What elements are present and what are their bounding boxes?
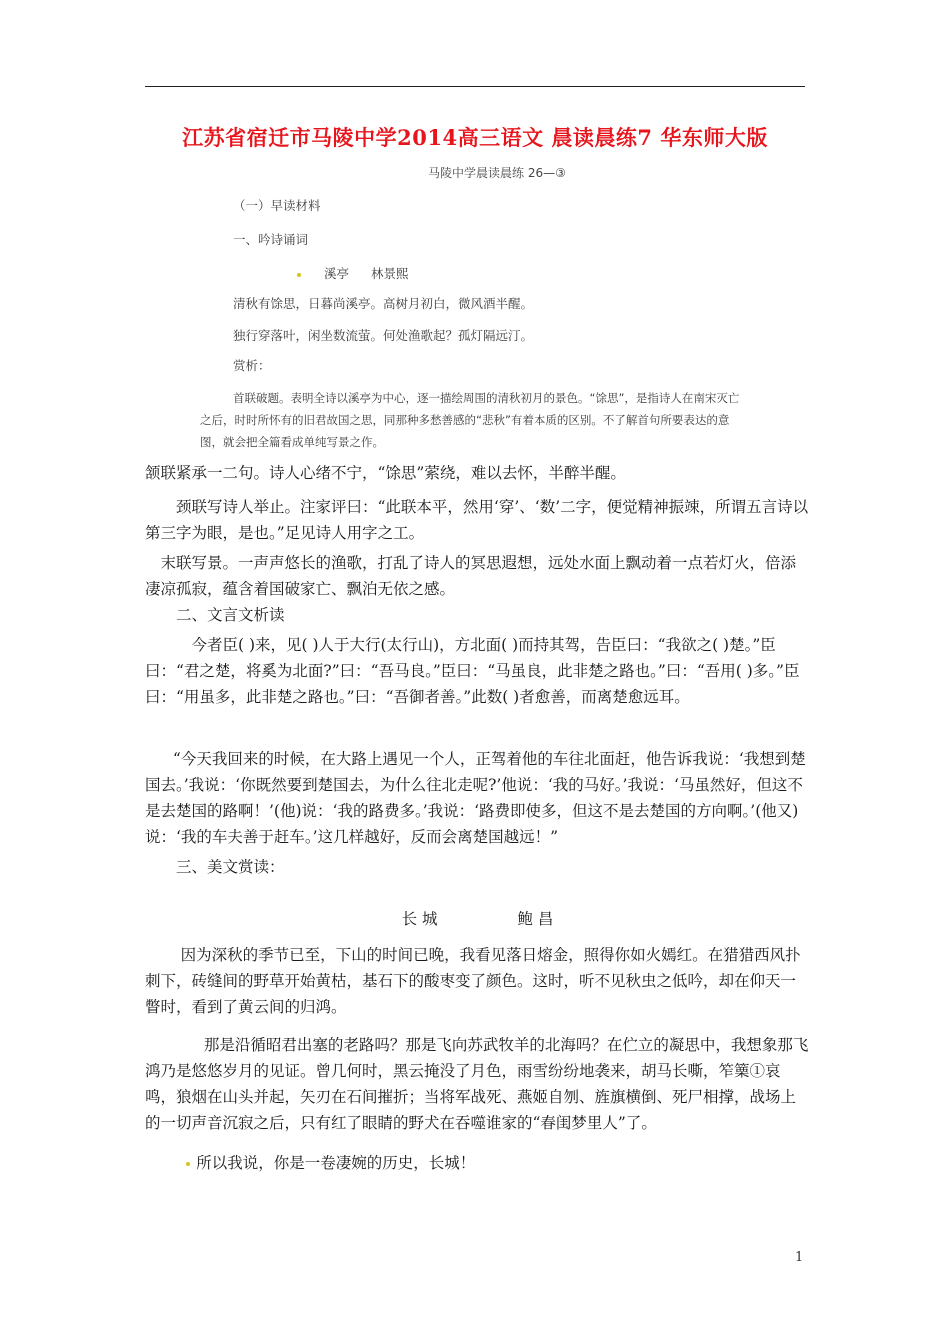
paragraph-jinglian: 颈联写诗人举止。注家评曰：“此联本平，然用‘穿’、‘数’二字，便觉精神振竦，所谓五言诗以第三字为眼，是也。”足见诗人用字之工。 — [145, 498, 809, 542]
analysis-line-2: 之后，时时所怀有的旧君故国之思，同那种多愁善感的“悲秋”有着本质的区别。不了解首句所要表达的意 — [200, 413, 730, 427]
marker-dot-icon — [186, 1162, 190, 1166]
commentary-block — [145, 460, 810, 628]
essay-author: 鲍 昌 — [517, 910, 554, 928]
paragraph-classical: 今者臣( )来，见( )人于大行(太行山)，方北面( )而持其驾，告臣曰：“我欲之( )楚。”臣曰：“君之楚，将奚为北面?”曰：“吾马良。”臣曰：“马虽良，此非楚之路也。”曰：“吾用( )多。”臣曰：“用虽多，此非楚之路也。”曰：“吾御者善。”此数( )者愈善，而离楚愈远耳。 — [145, 636, 800, 706]
header-rule — [145, 86, 805, 87]
poem-line-2: 独行穿落叶，闲坐数流萤。何处渔歌起？孤灯隔远汀。 — [233, 328, 534, 343]
poem-line-1: 清秋有馀思，日暮尚溪亭。高树月初白，微风酒半醒。 — [233, 296, 534, 311]
section-3-heading: 三、美文赏读： — [176, 858, 285, 876]
paragraph-hanlian: 颔联紧承一二句。诗人心绪不宁，“馀思”萦绕，难以去怀，半醉半醒。 — [145, 464, 626, 482]
paragraph-weilian: 末联写景。一声声悠长的渔歌，打乱了诗人的冥思遐想，远处水面上飘动着一点若灯火，倍添凄凉孤寂，蕴含着国破家亡、飘泊无依之感。 — [145, 554, 797, 598]
poem-heading — [296, 264, 409, 282]
essay-heading — [145, 907, 810, 929]
paragraph-translation: “今天我回来的时候，在大路上遇见一个人，正驾着他的车往北面赶，他告诉我说：‘我想到楚国去。’我说：‘你既然要到楚国去，为什么往北走呢?’他说：‘我的马好。’我说：‘马虽然好，但这不是去楚国的路啊！’(他)说：‘我的路费多。’我说：‘路费即使多，但这不是去楚国的方向啊。’(他又)说：‘我的车夫善于赶车。’这几样越好，反而会离楚国越远！” — [145, 750, 806, 846]
page-number: 1 — [795, 1250, 804, 1265]
marker-dot-icon — [297, 273, 301, 277]
essay-title: 长 城 — [401, 910, 438, 928]
essay-paragraph-3 — [145, 1150, 810, 1176]
essay-paragraph-3-text: 所以我说，你是一卷凄婉的历史，长城！ — [196, 1154, 476, 1172]
poem-title: 溪亭 — [323, 266, 349, 281]
scan-sub-1: 一、吟诗诵词 — [233, 232, 309, 247]
poem-author: 林景熙 — [370, 266, 409, 281]
scan-section-1: （一）早读材料 — [233, 198, 321, 213]
essay-paragraph-2: 那是沿循昭君出塞的老路吗？那是飞向苏武牧羊的北海吗？在伫立的凝思中，我想象那飞鸿乃是悠悠岁月的见证。曾几何时，黑云掩没了月色，雨雪纷纷地袭来，胡马长嘶，笮篥①哀鸣，狼烟在山头并起，矢刃在石间摧折；当将军战死、燕姬自刎、旌旗横倒、死尸相撑，战场上的一切声音沉寂之后，只有红了眼睛的野犬在吞噬谁家的“春闺梦里人”了。 — [145, 1036, 809, 1132]
scan-header: 马陵中学晨读晨练 26—③ — [428, 166, 566, 180]
section-2-heading: 二、文言文析读 — [176, 606, 285, 624]
essay-paragraph-1: 因为深秋的季节已至，下山的时间已晚，我看见落日熔金，照得你如火嫣红。在猎猎西风扑刺下，砖缝间的野草开始黄枯，基石下的酸枣变了颜色。这时，听不见秋虫之低吟，却在仰天一瞥时，看到了黄云间的归鸿。 — [145, 946, 801, 1016]
document-title: 江苏省宿迁市马陵中学2014高三语文 晨读晨练7 华东师大版 — [182, 125, 768, 150]
analysis-line-1: 首联破题。表明全诗以溪亭为中心，逐一描绘周围的清秋初月的景色。“馀思”，是指诗人在南宋灭亡 — [233, 391, 740, 405]
essay-block — [145, 942, 810, 1176]
classical-block — [145, 632, 810, 710]
appreciation-label: 赏析： — [233, 358, 271, 373]
translation-block — [145, 746, 810, 880]
analysis-line-3: 图，就会把全篇看成单纯写景之作。 — [200, 435, 384, 449]
scanned-excerpt — [200, 158, 800, 453]
